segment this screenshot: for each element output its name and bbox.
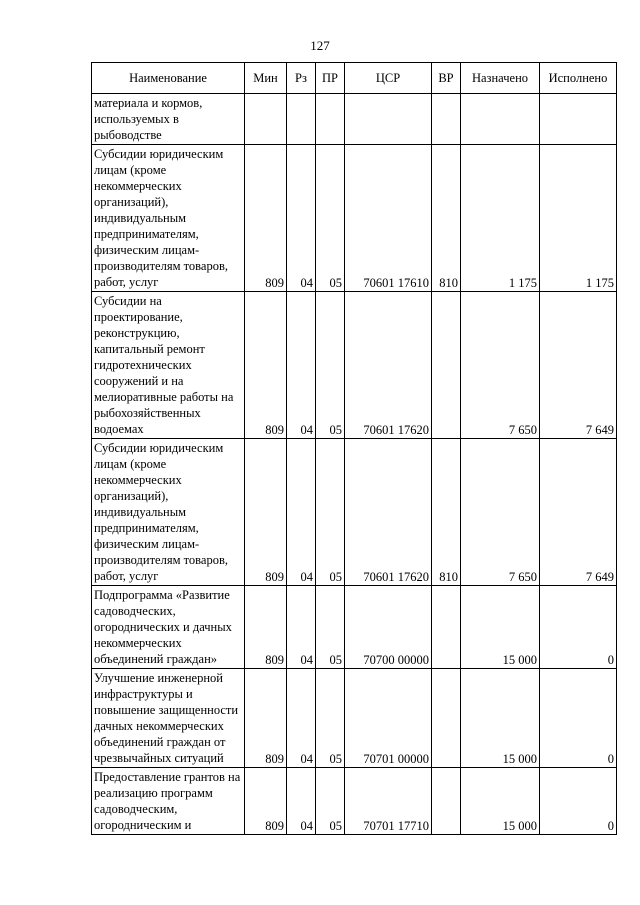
header-pr: ПР — [316, 63, 345, 94]
row-rz: 04 — [287, 768, 316, 835]
row-assigned: 15 000 — [461, 669, 540, 768]
row-vr — [432, 768, 461, 835]
row-min: 809 — [245, 768, 287, 835]
row-executed — [540, 94, 617, 145]
row-name: Улучшение инженерной инфраструктуры и повышение защищенности дачных некоммерческих объединений граждан от чрезвычайных ситуаций — [92, 669, 245, 768]
row-csr: 70700 00000 — [345, 586, 432, 669]
row-vr: 810 — [432, 439, 461, 586]
row-name: Предоставление грантов на реализацию программ садоводческим, огородническим и — [92, 768, 245, 835]
table-row — [92, 94, 617, 145]
row-min: 809 — [245, 669, 287, 768]
header-csr: ЦСР — [345, 63, 432, 94]
table-row — [92, 439, 617, 586]
row-rz: 04 — [287, 669, 316, 768]
row-assigned: 7 650 — [461, 439, 540, 586]
row-min: 809 — [245, 292, 287, 439]
table-row — [92, 669, 617, 768]
table-row — [92, 292, 617, 439]
row-rz: 04 — [287, 292, 316, 439]
row-vr — [432, 669, 461, 768]
table-row — [92, 145, 617, 292]
row-vr: 810 — [432, 145, 461, 292]
header-vr: ВР — [432, 63, 461, 94]
row-vr — [432, 586, 461, 669]
row-rz: 04 — [287, 145, 316, 292]
row-csr: 70601 17620 — [345, 439, 432, 586]
row-vr — [432, 94, 461, 145]
row-rz: 04 — [287, 586, 316, 669]
row-pr: 05 — [316, 145, 345, 292]
row-min: 809 — [245, 439, 287, 586]
row-assigned: 7 650 — [461, 292, 540, 439]
row-assigned — [461, 94, 540, 145]
table-header-row — [92, 63, 617, 94]
row-rz: 04 — [287, 439, 316, 586]
header-executed: Исполнено — [540, 63, 617, 94]
row-assigned: 1 175 — [461, 145, 540, 292]
row-pr: 05 — [316, 439, 345, 586]
row-min: 809 — [245, 145, 287, 292]
page-number: 127 — [310, 38, 330, 53]
header-name: Наименование — [92, 63, 245, 94]
table-row — [92, 768, 617, 835]
row-csr: 70601 17620 — [345, 292, 432, 439]
row-pr: 05 — [316, 292, 345, 439]
row-pr — [316, 94, 345, 145]
row-executed: 7 649 — [540, 292, 617, 439]
row-name: Субсидии на проектирование, реконструкцию, капитальный ремонт гидротехнических сооружений и на мелиоративные работы на рыбохозяйственных водоемах — [92, 292, 245, 439]
row-min — [245, 94, 287, 145]
header-assigned: Назначено — [461, 63, 540, 94]
row-csr: 70701 00000 — [345, 669, 432, 768]
row-pr: 05 — [316, 669, 345, 768]
row-name: Субсидии юридическим лицам (кроме некоммерческих организаций), индивидуальным предпринимателям, физическим лицам-производителям товаров, работ, услуг — [92, 439, 245, 586]
row-name: Подпрограмма «Развитие садоводческих, огороднических и дачных некоммерческих объединений граждан» — [92, 586, 245, 669]
row-csr — [345, 94, 432, 145]
budget-table — [91, 62, 617, 835]
row-rz — [287, 94, 316, 145]
row-executed: 1 175 — [540, 145, 617, 292]
row-csr: 70701 17710 — [345, 768, 432, 835]
row-name: Субсидии юридическим лицам (кроме некоммерческих организаций), индивидуальным предпринимателям, физическим лицам-производителям товаров, работ, услуг — [92, 145, 245, 292]
row-assigned: 15 000 — [461, 768, 540, 835]
row-name: материала и кормов, используемых в рыбоводстве — [92, 94, 245, 145]
row-pr: 05 — [316, 768, 345, 835]
row-csr: 70601 17610 — [345, 145, 432, 292]
table-row — [92, 586, 617, 669]
row-pr: 05 — [316, 586, 345, 669]
row-executed: 0 — [540, 586, 617, 669]
row-vr — [432, 292, 461, 439]
header-min: Мин — [245, 63, 287, 94]
row-executed: 7 649 — [540, 439, 617, 586]
row-min: 809 — [245, 586, 287, 669]
row-executed: 0 — [540, 669, 617, 768]
row-executed: 0 — [540, 768, 617, 835]
row-assigned: 15 000 — [461, 586, 540, 669]
header-rz: Рз — [287, 63, 316, 94]
